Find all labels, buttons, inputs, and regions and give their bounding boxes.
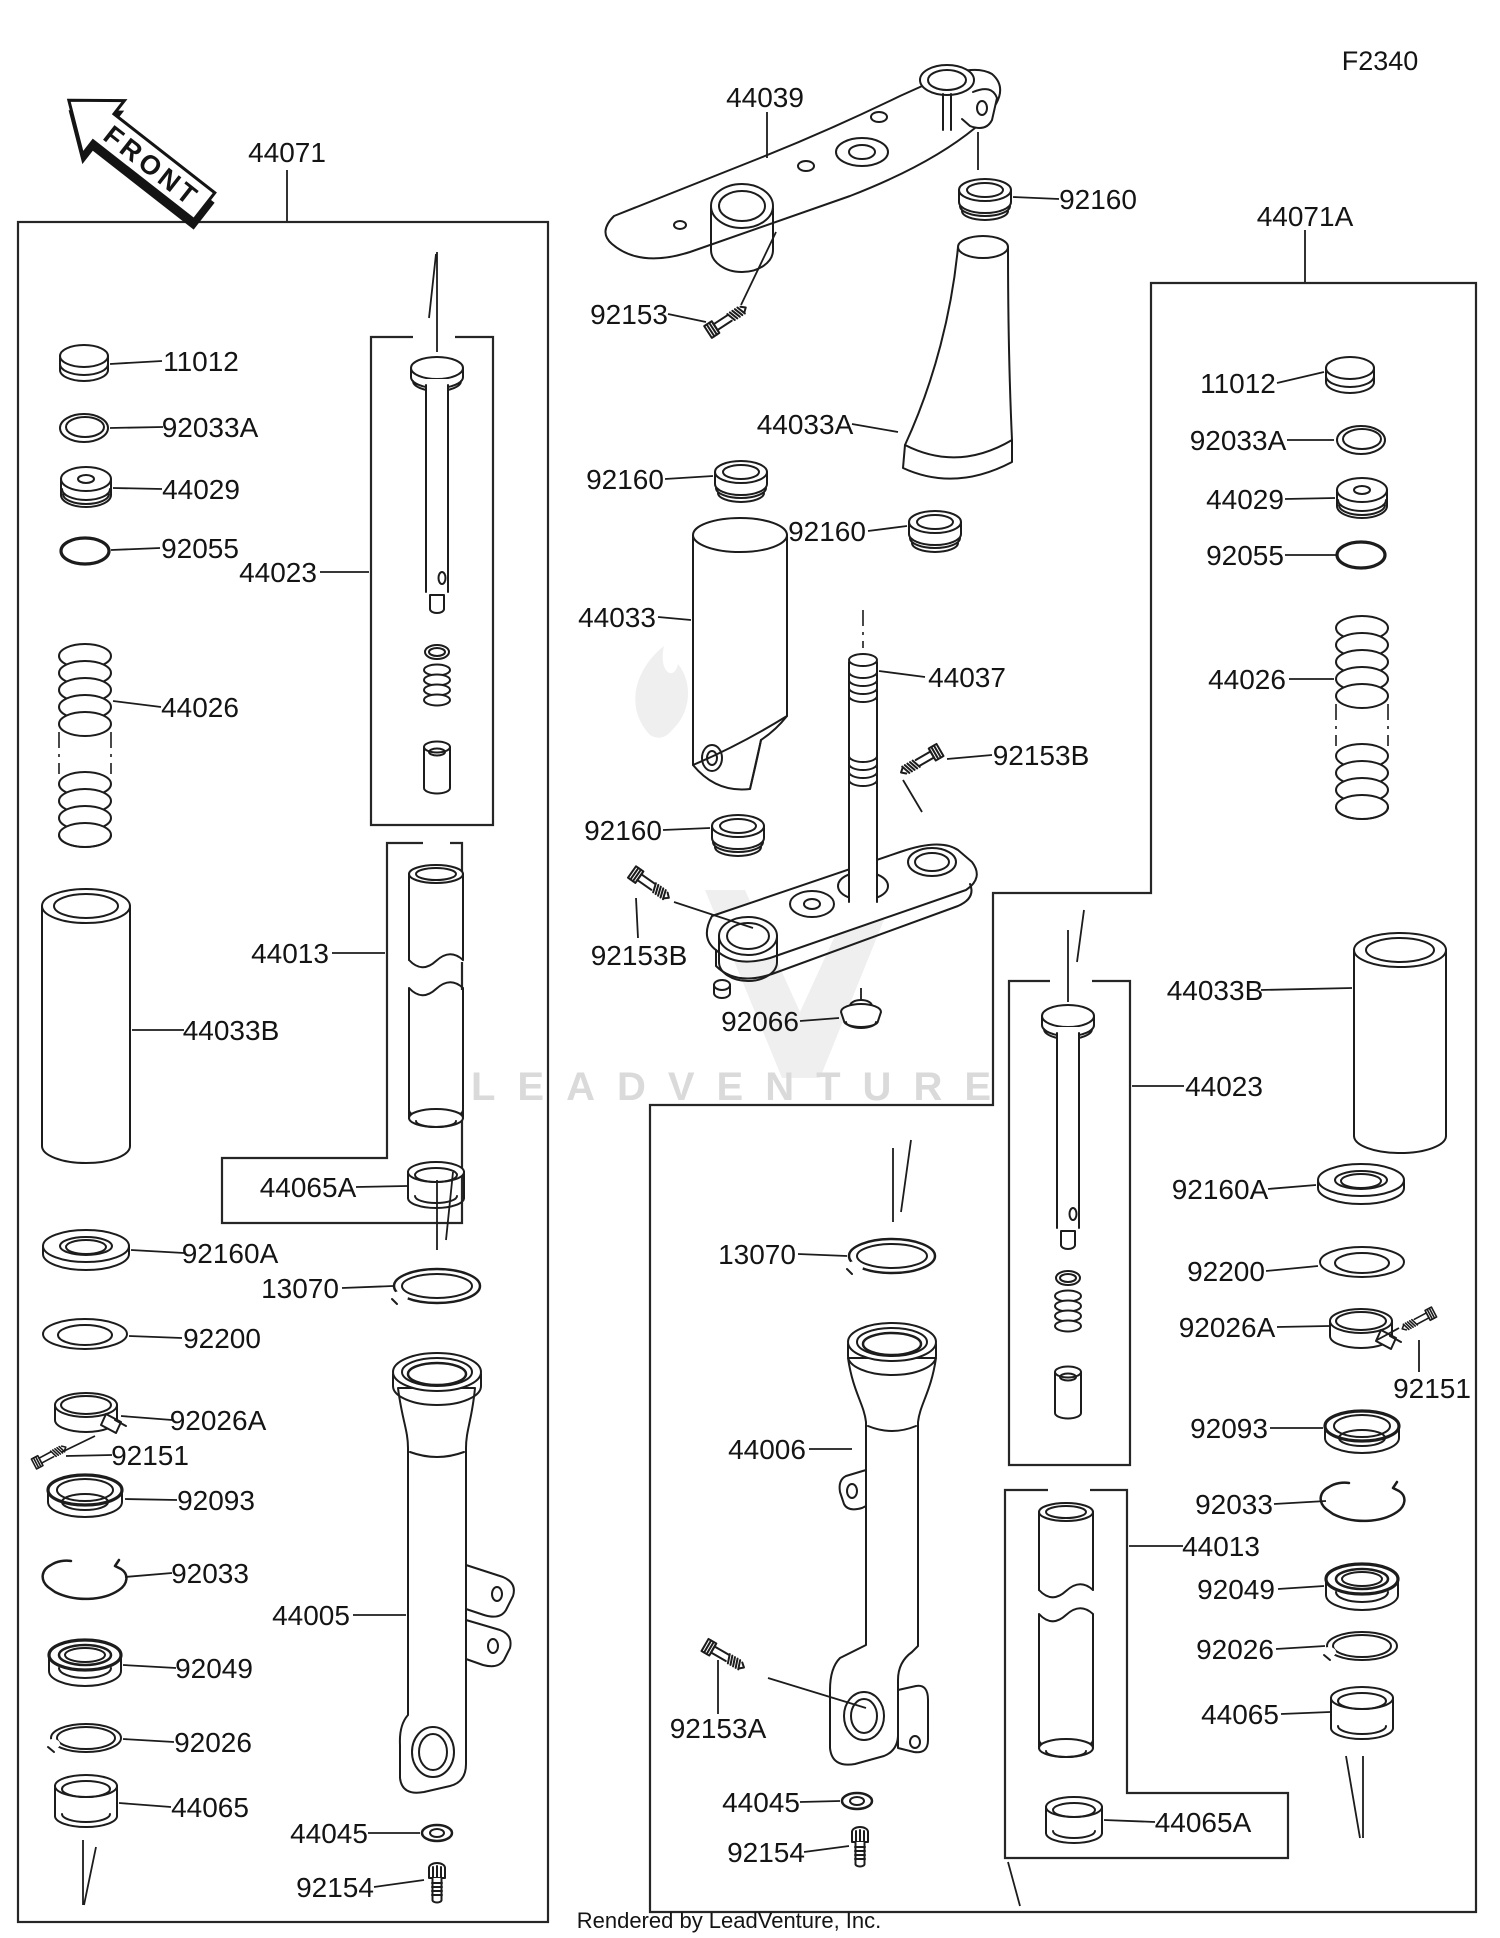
leader-line-11012	[1277, 372, 1324, 383]
part-label-92200: 92200	[183, 1323, 261, 1354]
part-92160-guide-2	[715, 461, 767, 502]
part-44029-valve-left	[61, 467, 111, 507]
part-13070-ring-left	[392, 1172, 480, 1304]
part-44033B-spring-guide-right	[1354, 933, 1446, 1153]
leader-line-92160	[663, 828, 710, 830]
leader-line-92026A	[121, 1416, 172, 1420]
part-11012-cap-right	[1326, 357, 1374, 393]
part-label-92026A: 92026A	[169, 1405, 267, 1436]
part-label-44037: 44037	[928, 662, 1006, 693]
part-label-11012: 11012	[1200, 368, 1276, 399]
part-92153B-bolt-right	[898, 744, 944, 812]
leader-line-44033A	[852, 424, 898, 432]
page-code: F2340	[1341, 46, 1419, 76]
part-92160A-seat-right	[1318, 1164, 1404, 1204]
leader-line-44037	[879, 671, 925, 677]
part-92026-snap-ring-left	[46, 1724, 121, 1752]
part-label-44071A: 44071A	[1256, 201, 1354, 232]
part-label-44026: 44026	[161, 692, 239, 723]
part-92055-oring-right	[1337, 542, 1385, 568]
part-44045-washer-left	[422, 1825, 452, 1841]
leader-line-92200	[129, 1336, 182, 1338]
part-92026A-clamp-left	[55, 1393, 126, 1433]
part-label-44033A: 44033A	[756, 409, 854, 440]
leader-line-92153B	[947, 755, 992, 759]
watermark-text: LEADVENTURE	[470, 1065, 1014, 1109]
part-label-92154: 92154	[296, 1872, 374, 1903]
part-92033A-ring-right	[1337, 426, 1385, 454]
part-92160A-seat-left	[43, 1230, 129, 1270]
part-label-44065A: 44065A	[259, 1172, 357, 1203]
leader-line-44033	[658, 617, 691, 620]
part-label-92153B: 92153B	[590, 940, 688, 971]
part-44033A-fork-cover-right	[903, 236, 1012, 479]
part-label-44005: 44005	[272, 1600, 350, 1631]
part-label-92160A: 92160A	[1171, 1174, 1269, 1205]
part-92026A-clamp-right	[1330, 1309, 1401, 1349]
part-44045-washer-center	[842, 1793, 872, 1809]
part-92154-screw-center	[852, 1827, 868, 1867]
leader-line-92151	[66, 1455, 112, 1456]
part-44023-small-parts-left	[424, 645, 450, 794]
leader-line-92160	[665, 476, 713, 479]
leader-line-44065	[1281, 1712, 1330, 1714]
part-44026-spring-right	[1336, 616, 1388, 819]
part-label-44071: 44071	[248, 137, 326, 168]
watermark-flame-icon	[635, 646, 688, 738]
part-92093-seal-right	[1325, 1411, 1399, 1453]
part-label-44026: 44026	[1208, 664, 1286, 695]
part-44005-fork-outer-tube-left	[393, 1353, 514, 1793]
part-label-44039: 44039	[726, 82, 804, 113]
part-label-92154: 92154	[727, 1837, 805, 1868]
leader-line-11012	[110, 361, 162, 364]
part-label-44013: 44013	[1182, 1531, 1260, 1562]
part-label-92026A: 92026A	[1178, 1312, 1276, 1343]
part-label-11012: 11012	[163, 346, 239, 377]
leader-line-92033	[1274, 1501, 1326, 1504]
tick-below-44065-left	[83, 1840, 96, 1905]
part-92093-seal-left	[48, 1475, 122, 1517]
part-label-92055: 92055	[161, 533, 239, 564]
part-44033-fork-cover-left	[693, 518, 787, 790]
leader-line-92153	[668, 314, 706, 322]
leader-line-44065A	[1104, 1820, 1155, 1822]
part-44065A-bushing-left	[408, 1162, 464, 1208]
part-label-44045: 44045	[290, 1818, 368, 1849]
leader-line-13070	[342, 1286, 393, 1288]
leader-line-92033	[125, 1573, 172, 1577]
part-92033A-ring-left	[60, 414, 108, 442]
part-92049-oil-seal-left	[49, 1640, 121, 1686]
part-label-44065: 44065	[171, 1792, 249, 1823]
part-label-92093: 92093	[1190, 1413, 1268, 1444]
part-92033-clip-right	[1321, 1482, 1405, 1521]
front-arrow-label: FRONT	[97, 119, 206, 213]
leader-line-92026A	[1277, 1326, 1329, 1327]
part-label-44029: 44029	[162, 474, 240, 505]
part-label-44033B: 44033B	[1166, 975, 1264, 1006]
part-44026-spring-left	[59, 644, 111, 847]
part-label-92153B: 92153B	[992, 740, 1090, 771]
part-92055-oring-left	[61, 538, 109, 564]
part-label-92160A: 92160A	[181, 1238, 279, 1269]
leader-line-92160	[868, 526, 907, 531]
part-44013-cylinder-left	[409, 865, 463, 1127]
part-92049-oil-seal-right	[1326, 1564, 1398, 1610]
leader-line-44045	[800, 1801, 840, 1802]
part-92200-washer-right	[1320, 1247, 1404, 1277]
part-label-92049: 92049	[1197, 1574, 1275, 1605]
part-92153-clamp-bolt	[704, 232, 776, 338]
part-13070-ring-center	[847, 1140, 935, 1274]
part-label-44033: 44033	[578, 602, 656, 633]
leader-line-92200	[1266, 1266, 1318, 1271]
part-label-44023: 44023	[239, 557, 317, 588]
part-label-44065A: 44065A	[1154, 1807, 1252, 1838]
leader-line-44065A	[356, 1186, 407, 1187]
tick-below-44065-right	[1346, 1756, 1363, 1838]
part-label-92033A: 92033A	[1189, 425, 1287, 456]
part-44023-piston-rod-right	[1042, 910, 1094, 1249]
leader-line-92033A	[110, 427, 163, 428]
part-92026-snap-ring-right	[1322, 1632, 1397, 1660]
tick-below-44065A-right	[1008, 1862, 1020, 1906]
footer-credit: Rendered by LeadVenture, Inc.	[576, 1908, 882, 1933]
leader-line-92049	[123, 1665, 176, 1668]
leader-line-92026	[1276, 1646, 1325, 1649]
part-label-13070: 13070	[718, 1239, 796, 1270]
part-label-92160: 92160	[788, 516, 866, 547]
part-label-13070: 13070	[261, 1273, 339, 1304]
part-44065A-bushing-right	[1046, 1797, 1102, 1843]
part-label-92151: 92151	[1393, 1373, 1471, 1404]
part-label-44023: 44023	[1185, 1071, 1263, 1102]
part-label-92026: 92026	[174, 1727, 252, 1758]
leader-line-13070	[798, 1254, 847, 1256]
part-label-92049: 92049	[175, 1653, 253, 1684]
leader-line-44065	[119, 1803, 171, 1807]
leader-line-92160A	[1268, 1185, 1316, 1189]
part-label-92033A: 92033A	[161, 412, 259, 443]
leader-line-92093	[125, 1499, 177, 1500]
part-label-44029: 44029	[1206, 484, 1284, 515]
part-label-92093: 92093	[177, 1485, 255, 1516]
part-44033B-spring-guide-left	[42, 889, 130, 1163]
leader-line-92160	[1013, 197, 1059, 199]
part-label-92160: 92160	[1059, 184, 1137, 215]
part-92160-guide-4	[712, 815, 764, 856]
part-44006-fork-outer-tube-center	[830, 1323, 936, 1765]
part-44065-bushing-right	[1331, 1687, 1393, 1739]
part-44023-small-parts-right	[1055, 1271, 1081, 1419]
leader-line-44033B	[1261, 988, 1352, 990]
part-label-92055: 92055	[1206, 540, 1284, 571]
front-direction-arrow	[43, 73, 230, 242]
part-44065-bushing-left	[55, 1775, 117, 1827]
part-label-92033: 92033	[1195, 1489, 1273, 1520]
part-11012-cap-left	[60, 345, 108, 381]
leader-line-92049	[1278, 1586, 1324, 1589]
leader-line-92154	[374, 1880, 424, 1887]
part-label-92200: 92200	[1187, 1256, 1265, 1287]
leader-line-92160A	[131, 1250, 184, 1253]
part-44029-valve-right	[1337, 478, 1387, 518]
part-label-44006: 44006	[728, 1434, 806, 1465]
part-44023-piston-rod-left	[411, 252, 463, 613]
leader-line-44029	[1285, 498, 1335, 499]
leader-line-92026	[123, 1739, 174, 1742]
part-label-92153: 92153	[590, 299, 668, 330]
part-92154-screw-left	[429, 1863, 445, 1903]
part-label-92033: 92033	[171, 1558, 249, 1589]
part-92200-washer-left	[43, 1319, 127, 1349]
part-label-44033B: 44033B	[182, 1015, 280, 1046]
part-92033-clip-left	[43, 1560, 127, 1599]
part-label-92066: 92066	[721, 1006, 799, 1037]
leader-line-92154	[804, 1846, 849, 1852]
leader-line-44026	[113, 701, 161, 707]
part-92160-guide-3	[909, 511, 961, 552]
part-92151-bolt-left	[31, 1436, 95, 1469]
part-label-92160: 92160	[586, 464, 664, 495]
leader-line-44029	[113, 488, 162, 489]
part-label-92026: 92026	[1196, 1634, 1274, 1665]
part-44013-cylinder-right	[1039, 1503, 1093, 1757]
part-label-92153A: 92153A	[669, 1713, 767, 1744]
leader-line-92055	[111, 548, 160, 550]
leader-line-92153B	[636, 898, 638, 938]
part-label-44013: 44013	[251, 938, 329, 969]
part-label-92160: 92160	[584, 815, 662, 846]
part-label-44065: 44065	[1201, 1699, 1279, 1730]
part-label-92151: 92151	[111, 1440, 189, 1471]
part-label-44045: 44045	[722, 1787, 800, 1818]
part-92160-guide-top	[959, 179, 1011, 220]
